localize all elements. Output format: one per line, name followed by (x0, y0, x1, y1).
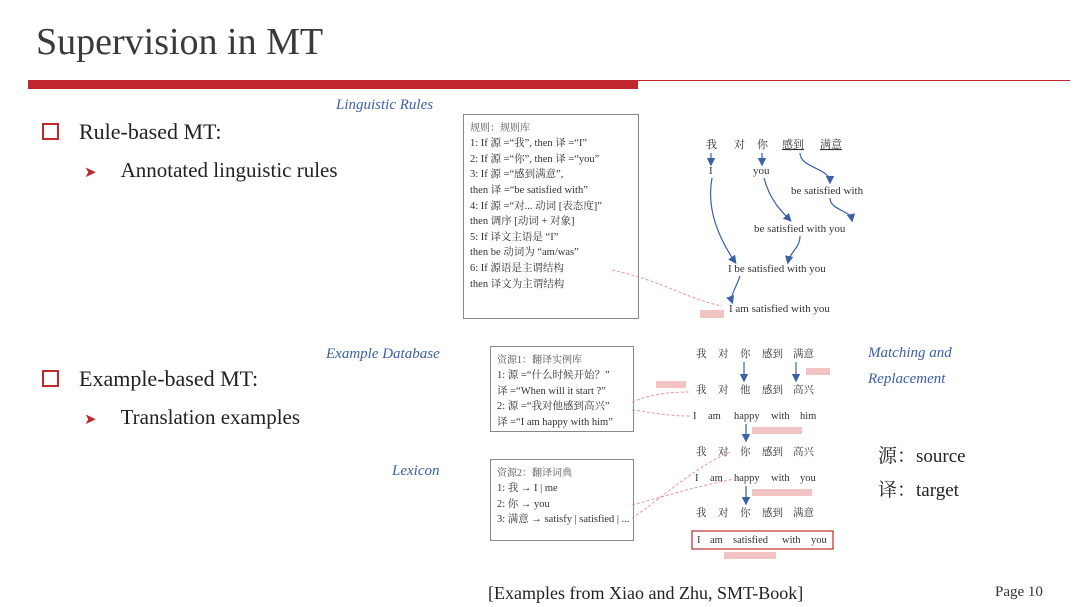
legend-source: 源：source (878, 446, 966, 467)
ebmt-word: 你 (740, 447, 751, 458)
ebmt-word: 满意 (793, 508, 814, 519)
ebmt-word: you (800, 473, 816, 484)
citation-footer: [Examples from Xiao and Zhu, SMT-Book] (488, 583, 804, 603)
caption-linguistic-rules: Linguistic Rules (336, 97, 434, 113)
rules-box-header: 规则：规则库 (470, 123, 530, 134)
example-line: 2: 源 =“我对他感到高兴” (497, 401, 610, 413)
example-box-header: 资源1：翻译实例库 (497, 355, 582, 366)
ebmt-word: you (811, 535, 827, 546)
ebmt-word: 对 (718, 385, 729, 396)
ebmt-word: 我 (696, 447, 707, 458)
lexicon-line: 1: 我 → I | me (497, 483, 558, 494)
tree-node-i-be-satisfied: I be satisfied with you (728, 263, 826, 275)
rule-line: then 译 =“be satisfied with” (470, 184, 588, 196)
ebmt-word: 高兴 (793, 447, 814, 458)
rule-line: then be 动词为 “am/was” (470, 247, 579, 259)
ebmt-word: am (710, 473, 723, 484)
page-number: Page 10 (995, 584, 1043, 600)
rule-line: then 译文为主谓结构 (470, 278, 565, 290)
lexicon-line: 3: 满意 → satisfy | satisfied | ... (497, 514, 630, 526)
ebmt-word: 对 (718, 508, 729, 519)
rule-tree-source (706, 137, 842, 151)
ebmt-word: 我 (696, 349, 707, 360)
arrow-bullet-icon: ➤ (84, 412, 97, 428)
slide-title: Supervision in MT (36, 21, 324, 63)
rule-line: 1: If 源 =“我”, then 译 =“I” (470, 138, 588, 149)
ebmt-word: 高兴 (793, 385, 814, 396)
ebmt-word: with (771, 473, 790, 484)
arrow-bullet-icon: ➤ (84, 165, 97, 181)
ebmt-word: 感到 (762, 447, 783, 458)
ebmt-word: with (771, 411, 790, 422)
ebmt-word: 他 (740, 385, 751, 396)
caption-lexicon: Lexicon (392, 463, 440, 479)
lexicon-line: 2: 你 → you (497, 498, 550, 510)
lexicon-box-header: 资源2：翻译词典 (497, 468, 572, 479)
ebmt-word: 感到 (762, 508, 783, 519)
ebmt-word: 对 (718, 447, 729, 458)
ebmt-word: 感到 (762, 385, 783, 396)
rule-line: 4: If 源 =“对... 动词 [表态度]” (470, 200, 602, 212)
rule-line: 2: If 源 =“你”, then 译 =“you” (470, 153, 600, 165)
rule-line: 3: If 源 =“感到满意”, (470, 169, 564, 181)
ebmt-word: 我 (696, 385, 707, 396)
ebmt-word: 感到 (762, 349, 783, 360)
tree-src-word: 满意 (820, 139, 842, 151)
rule-link-line (612, 270, 722, 306)
ebmt-word: 满意 (793, 349, 814, 360)
sub-bullet-label: Translation examples (120, 405, 301, 429)
bullet-label: Example-based MT: (79, 366, 259, 391)
bullet-label: Rule-based MT: (79, 119, 222, 144)
ebmt-word: am (708, 411, 721, 422)
ebmt-word: 我 (696, 508, 707, 519)
tree-node-be-satisfied-with-you: be satisfied with you (754, 223, 846, 235)
caption-replacement: Replacement (868, 371, 946, 387)
tree-src-word: 我 (706, 139, 717, 151)
ebmt-word: him (800, 411, 817, 422)
rule-highlight-tag (700, 310, 724, 318)
example-line: 1: 源 =“什么时候开始？” (497, 370, 610, 381)
legend-target: 译：target (878, 480, 959, 501)
rule-line: 6: If 源语是主谓结构 (470, 263, 564, 275)
caption-matching: Matching and (868, 345, 952, 361)
rule-line: then 调序 [动词 + 对象] (470, 216, 575, 228)
rule-line: 5: If 译文主语是 “I” (470, 231, 559, 243)
ebmt-word: 你 (740, 508, 751, 519)
tree-node-final: I am satisfied with you (729, 303, 830, 315)
ebmt-word: I (695, 473, 699, 484)
tree-node-be-satisfied-with: be satisfied with (791, 185, 864, 197)
tree-node-you: you (753, 165, 770, 177)
example-line: 译 =“When will it start ?” (497, 385, 606, 397)
caption-example-database: Example Database (326, 346, 440, 362)
tree-node-i: I (709, 165, 713, 177)
ebmt-word: satisfied (733, 535, 768, 546)
ebmt-word: I (693, 411, 697, 422)
ebmt-word: 对 (718, 349, 729, 360)
ebmt-word: happy (734, 411, 760, 422)
ebmt-word: am (710, 535, 723, 546)
ebmt-word: I (697, 535, 701, 546)
tree-src-word: 对 (734, 139, 745, 151)
tree-src-word: 你 (757, 139, 768, 151)
sub-bullet-label: Annotated linguistic rules (120, 158, 338, 182)
tree-src-word: 感到 (782, 139, 804, 151)
ebmt-word: 你 (740, 349, 751, 360)
ebmt-link-lines (632, 392, 740, 518)
ebmt-word: with (782, 535, 801, 546)
ebmt-highlight-tags (656, 368, 830, 559)
ebmt-word: happy (734, 473, 760, 484)
example-line: 译 =“I am happy with him” (497, 416, 613, 428)
